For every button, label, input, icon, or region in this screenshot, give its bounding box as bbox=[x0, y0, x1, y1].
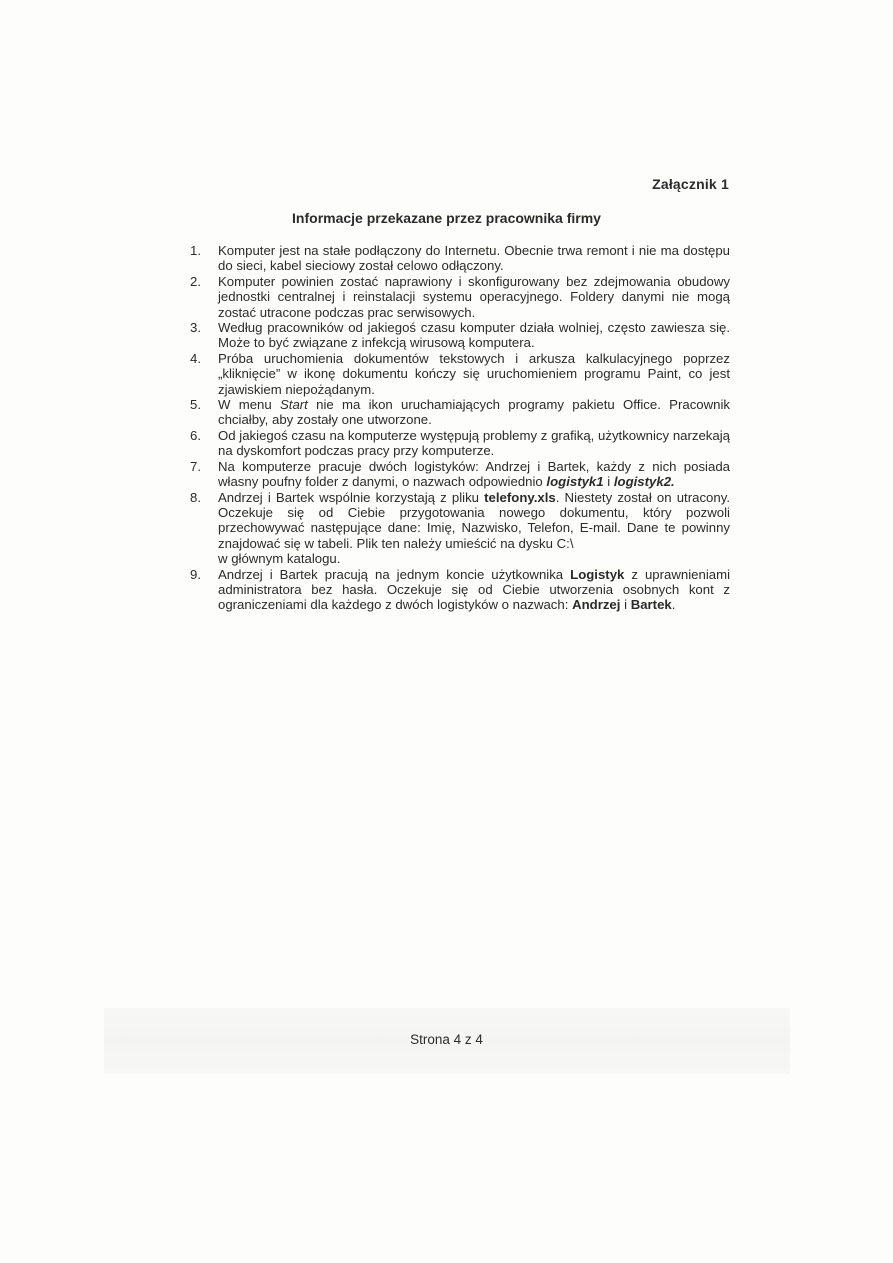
list-item-text: Start bbox=[279, 397, 308, 413]
list-item-text: Andrzej i Bartek wspólnie korzystają z pliku bbox=[218, 489, 485, 505]
list-item-text: w głównym katalogu. bbox=[218, 551, 341, 567]
list-item-text: i bbox=[620, 597, 631, 613]
list-item-text: W menu bbox=[218, 397, 280, 413]
list-item-text: logistyk1 bbox=[546, 474, 604, 490]
list-item-text: logistyk2. bbox=[613, 474, 675, 490]
list-item bbox=[190, 351, 730, 397]
list-item bbox=[190, 320, 730, 351]
list-item-text: telefony.xls bbox=[484, 489, 556, 505]
list-item-text: Andrzej bbox=[572, 597, 621, 613]
list-item-text: nie ma ikon uruchamiających programy pakietu Office. Pracownik chciałby, aby zostały one utworzone. bbox=[218, 397, 731, 428]
list-item-text: Komputer powinien zostać naprawiony i skonfigurowany bez zdejmowania obudowy jednostki centralnej i reinstalacji systemu operacyjnego. Foldery danymi nie mogą zostać utracone podczas prac serwisowych. bbox=[218, 273, 730, 320]
attachment-label: Załącznik 1 bbox=[652, 176, 729, 192]
list-item-number: 6. bbox=[190, 427, 201, 443]
list-item-text: Komputer jest na stałe podłączony do Internetu. Obecnie trwa remont i nie ma dostępu do sieci, kabel sieciowy został celowo odłączony. bbox=[218, 243, 730, 274]
list-item bbox=[190, 490, 730, 567]
list-item bbox=[190, 567, 730, 613]
list-item-text: Na komputerze pracuje dwóch logistyków: Andrzej i Bartek, każdy z nich posiada własny poufny folder z danymi, o nazwach odpowiednio bbox=[218, 458, 730, 490]
list-item bbox=[190, 274, 730, 320]
info-list bbox=[190, 243, 730, 613]
page-number: Strona 4 z 4 bbox=[410, 1032, 483, 1047]
list-item bbox=[190, 459, 730, 490]
list-item-number: 5. bbox=[190, 397, 201, 413]
list-item-number: 3. bbox=[190, 320, 201, 336]
list-item-text: Bartek bbox=[630, 597, 672, 613]
list-item bbox=[190, 397, 730, 428]
list-item-text: Andrzej i Bartek pracują na jednym koncie użytkownika bbox=[218, 566, 571, 582]
list-item-text: . bbox=[671, 597, 676, 613]
list-item-text: Próba uruchomienia dokumentów tekstowych i arkusza kalkulacyjnego poprzez „kliknięcie” w ikonę dokumentu kończy się uruchomieniem programu Paint, co jest zjawiskiem niepożądanym. bbox=[218, 350, 730, 397]
page-title: Informacje przekazane przez pracownika firmy bbox=[292, 210, 601, 226]
list-item-text: . Niestety został on utracony. Oczekuje się od Ciebie przygotowania nowego dokumentu, który pozwoli przechowywać następujące dane: Imię, Nazwisko, Telefon, E-mail. Dane te powinny znajdować się w tabeli. Plik ten należy umieścić na dysku C:\ bbox=[218, 489, 730, 551]
list-item-number: 2. bbox=[190, 273, 201, 289]
list-item-number: 4. bbox=[190, 350, 201, 366]
list-item-number: 8. bbox=[190, 489, 201, 505]
list-item-number: 7. bbox=[190, 458, 201, 474]
list-item-text: z uprawnieniami administratora bez hasła. Oczekuje się od Ciebie utworzenia osobnych kont z ograniczeniami dla każdego z dwóch logistyków o nazwach: bbox=[218, 566, 730, 613]
list-item-text: Logistyk bbox=[570, 566, 625, 582]
list-item bbox=[190, 243, 730, 274]
list-item-text: i bbox=[603, 474, 614, 490]
list-item-text: Według pracowników od jakiegoś czasu komputer działa wolniej, często zawiesza się. Może to być związane z infekcją wirusową komputera. bbox=[218, 320, 730, 351]
list-item-number: 9. bbox=[190, 566, 201, 582]
list-item-text: Od jakiegoś czasu na komputerze występują problemy z grafiką, użytkownicy narzekają na dyskomfort podczas pracy przy komputerze. bbox=[218, 427, 730, 459]
list-item-number: 1. bbox=[190, 243, 201, 258]
list-item bbox=[190, 428, 730, 459]
